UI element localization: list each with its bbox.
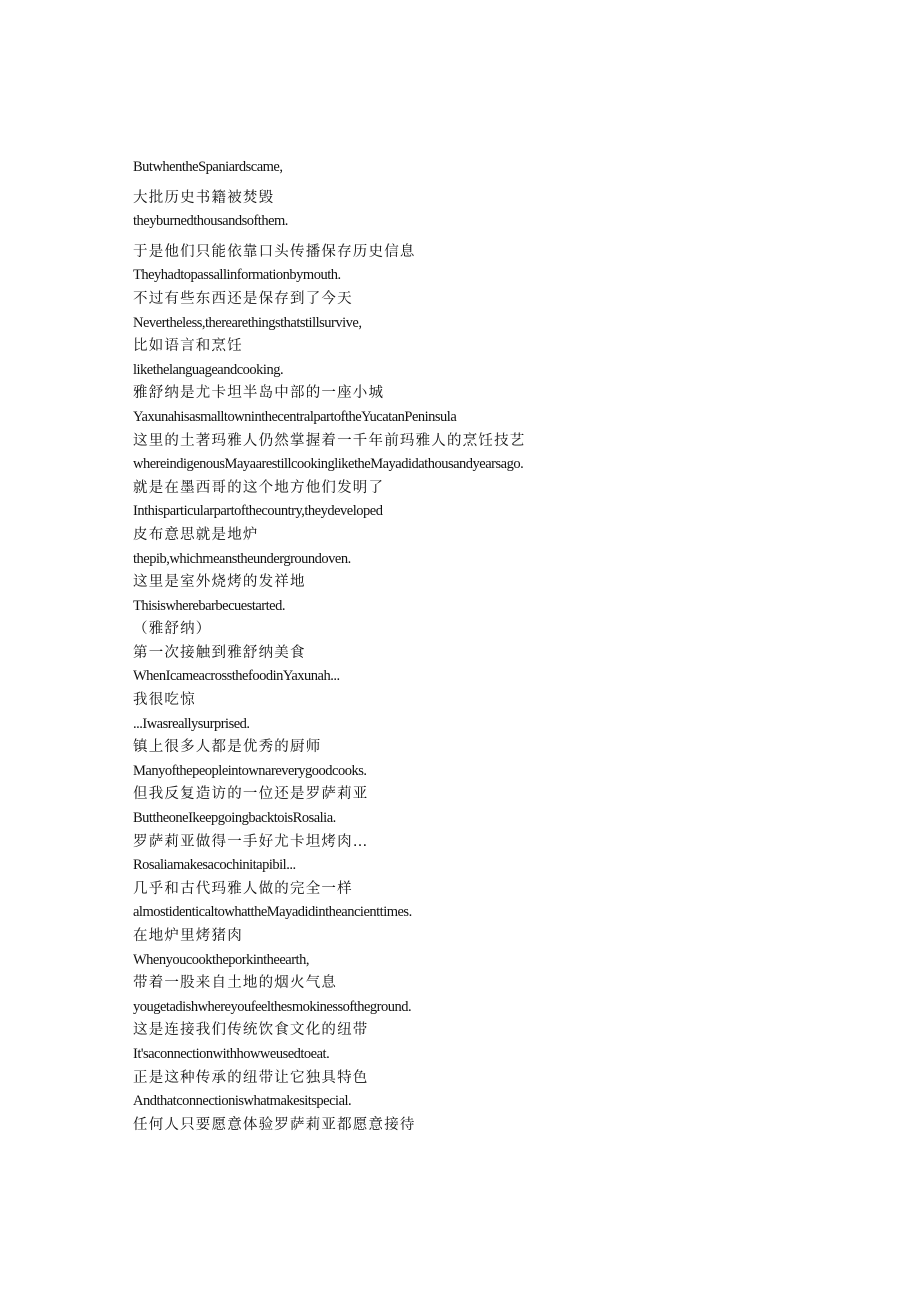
transcript-line: 在地炉里烤猪肉: [133, 928, 243, 944]
transcript-line: 这里的土著玛雅人仍然掌握着一千年前玛雅人的烹饪技艺: [133, 432, 526, 449]
transcript-line: 带着一股来自土地的烟火气息: [133, 975, 338, 992]
transcript-line: 大批历史书籍被焚毁: [133, 189, 275, 206]
transcript-line: yougetadishwhereyoufeelthesmokinessoftheground.: [133, 998, 412, 1015]
transcript-line: Theyhadtopassallinformationbymouth.: [133, 267, 341, 284]
transcript-line: Nevertheless,therearethingsthatstillsurvive,: [133, 314, 362, 331]
transcript-lines: [133, 156, 893, 1137]
transcript-line: likethelanguageandcooking.: [133, 361, 284, 378]
transcript-line: YaxunahisasmalltowninthecentralpartoftheYucatanPeninsula: [133, 408, 457, 425]
transcript-line: 皮布意思就是地炉: [133, 526, 259, 543]
transcript-line: Whenyoucooktheporkintheearth,: [133, 951, 309, 968]
transcript-line: 雅舒纳是尤卡坦半岛中部的一座小城: [133, 385, 385, 402]
transcript-line: 镇上很多人都是优秀的厨师: [133, 739, 322, 756]
transcript-line: 但我反复造访的一位还是罗萨莉亚: [133, 786, 369, 803]
transcript-line: 这是连接我们传统饮食文化的纽带: [133, 1022, 369, 1039]
transcript-line: ...Iwasreallysurprised.: [133, 715, 250, 732]
transcript-line: Inthisparticularpartofthecountry,theydeveloped: [133, 503, 383, 520]
transcript-line: It'saconnectionwithhowweusedtoeat.: [133, 1045, 330, 1062]
transcript-line: ButtheoneIkeepgoingbacktoisRosalia.: [133, 810, 336, 827]
transcript-line: 就是在墨西哥的这个地方他们发明了: [133, 479, 385, 496]
transcript-line: （雅舒纳）: [133, 621, 212, 638]
transcript-line: 罗萨莉亚做得一手好尤卡坦烤肉…: [133, 833, 369, 850]
transcript-line: 不过有些东西还是保存到了今天: [133, 290, 353, 307]
transcript-line: Manyofthepeopleintownareverygoodcooks.: [133, 762, 367, 779]
transcript-line: 我很吃惊: [133, 692, 196, 709]
transcript-line: Andthatconnectioniswhatmakesitspecial.: [133, 1093, 352, 1110]
transcript-line: WhenIcameacrossthefoodinYaxunah...: [133, 668, 340, 685]
transcript-line: 几乎和古代玛雅人做的完全一样: [133, 880, 353, 897]
transcript-line: Rosaliamakesacochinitapibil...: [133, 857, 296, 874]
transcript-line: 正是这种传承的纽带让它独具特色: [133, 1069, 369, 1086]
transcript-line: 第一次接触到雅舒纳美食: [133, 644, 306, 661]
transcript-line: almostidenticaltowhattheMayadidintheancienttimes.: [133, 904, 412, 921]
transcript-line: 这里是室外烧烤的发祥地: [133, 574, 306, 591]
transcript-line: whereindigenousMayaarestillcookingliketheMayadidathousandyearsago.: [133, 456, 524, 473]
transcript-line: theyburnedthousandsofthem.: [133, 213, 288, 230]
transcript-line: 比如语言和烹饪: [133, 338, 243, 355]
transcript-line: Thisiswherebarbecuestarted.: [133, 597, 285, 614]
transcript-line: ButwhentheSpaniardscame,: [133, 159, 283, 175]
transcript-line: 任何人只要愿意体验罗萨莉亚都愿意接待: [133, 1116, 416, 1133]
transcript-line: 于是他们只能依靠口头传播保存历史信息: [133, 243, 416, 260]
transcript-line: thepib,whichmeanstheundergroundoven.: [133, 550, 351, 567]
